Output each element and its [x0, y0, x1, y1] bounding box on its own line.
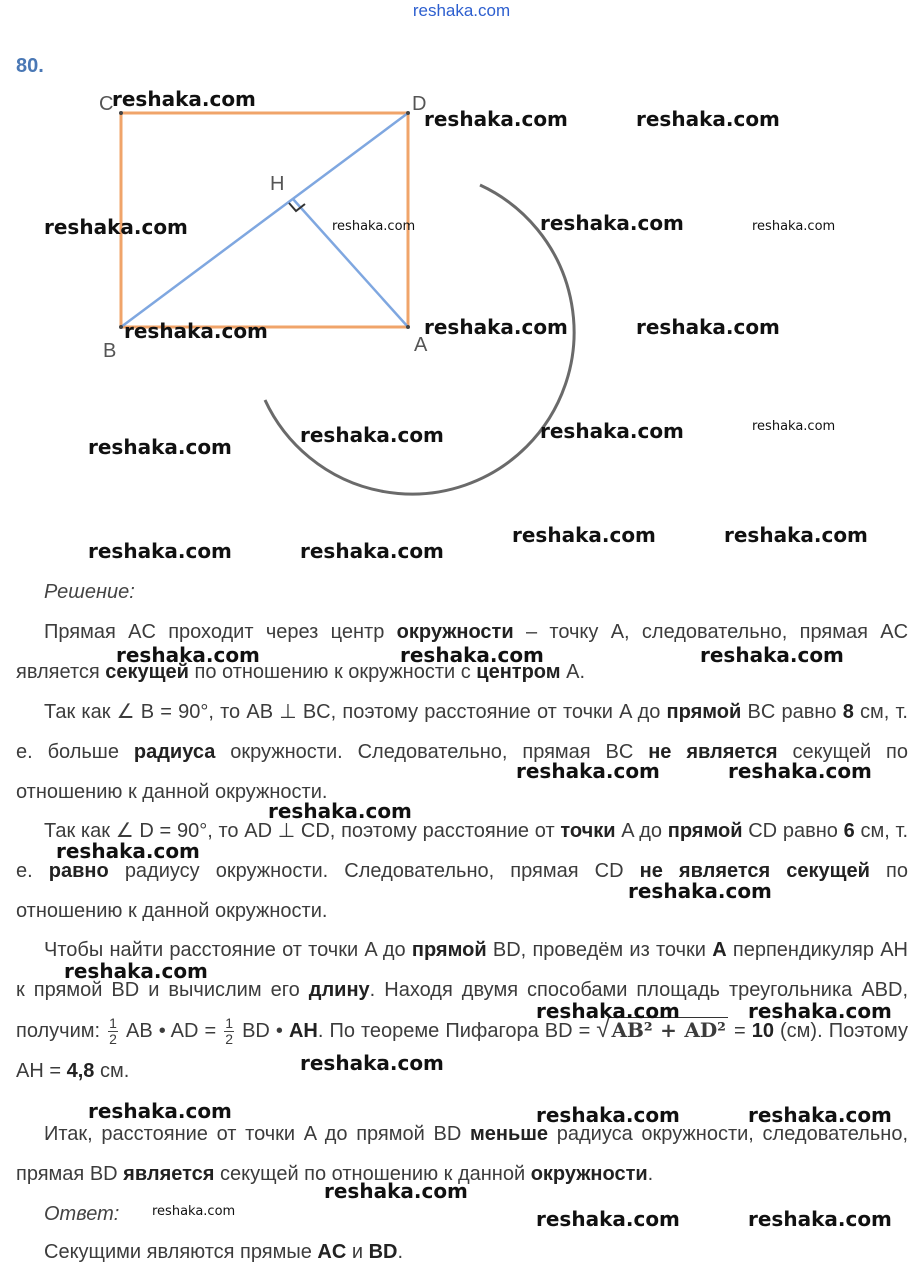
- label-c: C: [99, 93, 114, 115]
- watermark: reshaka.com: [268, 799, 412, 823]
- label-h: H: [270, 173, 285, 195]
- watermark: reshaka.com: [88, 539, 232, 563]
- watermark: reshaka.com: [152, 1204, 236, 1219]
- watermark: reshaka.com: [56, 839, 200, 863]
- watermark: reshaka.com: [88, 1099, 232, 1123]
- watermark: reshaka.com: [728, 759, 872, 783]
- watermark: reshaka.com: [64, 959, 208, 983]
- paragraph-5: Итак, расстояние от точки A до прямой BD меньше радиуса окружности, следовательно, прямая BD является секущей по отношению к данной окружности.: [16, 1123, 908, 1185]
- watermark: reshaka.com: [636, 315, 780, 339]
- watermark: reshaka.com: [536, 999, 680, 1023]
- watermark: reshaka.com: [536, 1207, 680, 1231]
- geometry-figure: [0, 0, 923, 563]
- label-d: D: [412, 93, 427, 115]
- problem-number: 80.: [16, 55, 44, 77]
- label-b: B: [103, 340, 117, 362]
- watermark: reshaka.com: [540, 211, 684, 235]
- paragraph-3: Так как ∠ D = 90°, то AD ⊥ CD, поэтому расстояние от точки A до прямой CD равно 6 см, т. е. равно радиусу окружности. Следовательно, прямая CD не является секущей по отношению к данной окружности.: [16, 820, 909, 922]
- watermark: reshaka.com: [724, 523, 868, 547]
- paragraph-2: Так как ∠ B = 90°, то AB ⊥ BC, поэтому расстояние от точки A до прямой BC равно 8 см, т. е. больше радиуса окружности. Следовательно, прямая BC не является секущей по отношению к данной окружности.: [16, 701, 908, 803]
- watermark: reshaka.com: [752, 419, 836, 434]
- watermark: reshaka.com: [752, 219, 836, 234]
- watermark: reshaka.com: [112, 87, 256, 111]
- answer-text: Секущими являются прямые AC и BD.: [44, 1241, 404, 1263]
- watermark: reshaka.com: [44, 215, 188, 239]
- solution-heading: Решение:: [44, 581, 135, 603]
- watermark: reshaka.com: [300, 1051, 444, 1075]
- watermark: reshaka.com: [748, 999, 892, 1023]
- watermark: reshaka.com: [636, 107, 780, 131]
- watermark: reshaka.com: [424, 315, 568, 339]
- watermark: reshaka.com: [700, 643, 844, 667]
- watermark: reshaka.com: [88, 435, 232, 459]
- watermark: reshaka.com: [540, 419, 684, 443]
- watermark: reshaka.com: [628, 879, 772, 903]
- paragraph-1: Прямая AC проходит через центр окружности – точку A, следовательно, прямая AC является секущей по отношению к окружности с центром A.: [16, 621, 909, 683]
- watermark: reshaka.com: [424, 107, 568, 131]
- watermark: reshaka.com: [300, 423, 444, 447]
- fraction-half: $\frac{1}{2}$: [225, 1015, 234, 1048]
- watermark: reshaka.com: [536, 1103, 680, 1127]
- paragraph-4: Чтобы найти расстояние от точки A до прямой BD, проведём из точки A перпендикуляр AH к прямой BD и вычислим его длину. Находя двумя способами площадь треугольника ABD, получим: $\frac{1}{2}$ AB • AD = $\frac{1}{2}$ BD • AH. По теореме Пифагора BD = √ AB² + AD² = 10 (см). Поэтому AH = 4,8 см.: [16, 939, 909, 1082]
- answer-heading: Ответ:: [44, 1203, 120, 1225]
- watermark: reshaka.com: [400, 643, 544, 667]
- watermark: reshaka.com: [516, 759, 660, 783]
- watermark: reshaka.com: [324, 1179, 468, 1203]
- watermark: reshaka.com: [332, 219, 416, 234]
- label-a: A: [414, 334, 428, 356]
- fraction-half: $\frac{1}{2}$: [109, 1015, 117, 1048]
- watermark: reshaka.com: [748, 1103, 892, 1127]
- watermark: reshaka.com: [116, 643, 260, 667]
- site-header[interactable]: reshaka.com: [412, 1, 511, 20]
- sqrt-expression: AB² + AD²: [611, 1018, 726, 1042]
- watermark: reshaka.com: [124, 319, 268, 343]
- watermark: reshaka.com: [512, 523, 656, 547]
- watermark: reshaka.com: [748, 1207, 892, 1231]
- watermark: reshaka.com: [300, 539, 444, 563]
